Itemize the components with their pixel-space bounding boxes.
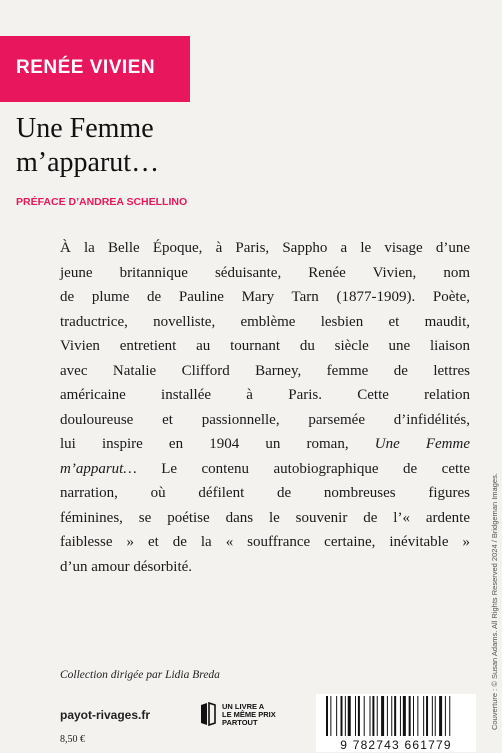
author-name: RENÉE VIVIEN <box>16 57 156 78</box>
barcode-bar <box>330 696 331 736</box>
book-price-logo-icon <box>200 702 216 726</box>
barcode-bar <box>423 696 424 736</box>
barcode-icon <box>324 696 472 736</box>
barcode-bar <box>445 696 446 736</box>
blurb-line <box>60 457 470 482</box>
barcode-bar <box>370 696 371 736</box>
barcode-bar <box>377 696 378 736</box>
blurb-line: douloureuse et passionnelle, parsemée d’infidélités, <box>60 411 470 428</box>
isbn-barcode <box>316 694 476 752</box>
blurb-italic-title: m’apparut… <box>60 460 137 477</box>
barcode-bar <box>449 696 450 736</box>
collection-editor: Collection dirigée par Lidia Breda <box>60 669 220 681</box>
title-line-2: m’apparut… <box>16 147 160 178</box>
barcode-bar <box>432 696 433 736</box>
blurb-line-text: Le contenu autobiographique de cette <box>136 460 470 477</box>
barcode-bar <box>348 696 351 736</box>
blurb-line: américaine installée à Paris. Cette relation <box>60 387 470 403</box>
barcode-bar <box>341 696 343 736</box>
prix-unique-label <box>222 703 276 728</box>
barcode-bar <box>413 696 414 736</box>
blurb-line: jeune britannique séduisante, Renée Vivien, nom <box>60 264 470 281</box>
blurb-line: traductrice, novelliste, emblème lesbien et maudit, <box>60 313 470 330</box>
barcode-bar <box>381 696 384 736</box>
back-cover-blurb <box>60 236 470 579</box>
title-line-1: Une Femme <box>16 113 154 144</box>
barcode-bar <box>394 696 396 736</box>
barcode-bar <box>409 696 411 736</box>
blurb-line: féminines, se poétise dans le souvenir de l’« ardente <box>60 509 470 526</box>
isbn-number: 9 782743 661779 <box>340 738 452 752</box>
blurb-line <box>60 432 470 457</box>
barcode-bar <box>387 696 388 736</box>
cover-credits-text: Couverture : © Susan Adams. All Rights Reserved 2024 / Bridgeman Images. <box>490 473 499 730</box>
barcode-bar <box>417 696 418 736</box>
barcode-bar <box>426 696 428 736</box>
publisher-website: payot-rivages.fr <box>60 708 151 722</box>
barcode-bar <box>345 696 346 736</box>
barcode-bar <box>439 696 442 736</box>
blurb-line: À la Belle Époque, à Paris, Sappho a le visage d’une <box>60 240 470 256</box>
blurb-line: narration, où défilent de nombreuses figures <box>60 485 470 501</box>
barcode-bar <box>400 696 401 736</box>
barcode-bar <box>435 696 436 736</box>
barcode-bar <box>364 696 365 736</box>
blurb-italic-title: Une Femme <box>374 436 471 452</box>
barcode-bar <box>336 696 337 736</box>
prix-unique-line: LE MÊME PRIX <box>222 710 276 720</box>
prix-unique-line: UN LIVRE A <box>222 702 265 711</box>
barcode-bar <box>391 696 392 736</box>
blurb-line: de plume de Pauline Mary Tarn (1877-1909). Poète, <box>60 289 470 305</box>
barcode-bar <box>358 696 360 736</box>
barcode-bar <box>326 696 328 736</box>
blurb-line: Vivien entretient au tournant du siècle une liaison <box>60 338 470 354</box>
barcode-bar <box>355 696 356 736</box>
barcode-bar <box>372 696 374 736</box>
book-title <box>16 112 316 180</box>
blurb-line: faiblesse » et de la « souffrance certaine, inévitable » <box>60 534 470 550</box>
blurb-line: avec Natalie Clifford Barney, femme de lettres <box>60 362 470 379</box>
barcode-bar <box>403 696 406 736</box>
blurb-line: d’un amour désorbité. <box>60 558 193 575</box>
preface-credit: PRÉFACE D’ANDREA SCHELLINO <box>16 196 188 208</box>
blurb-line-text: lui inspire en 1904 un roman, <box>60 436 349 452</box>
cover-credits <box>480 310 499 730</box>
prix-unique-line: PARTOUT <box>222 718 258 728</box>
price: 8,50 € <box>60 734 85 745</box>
